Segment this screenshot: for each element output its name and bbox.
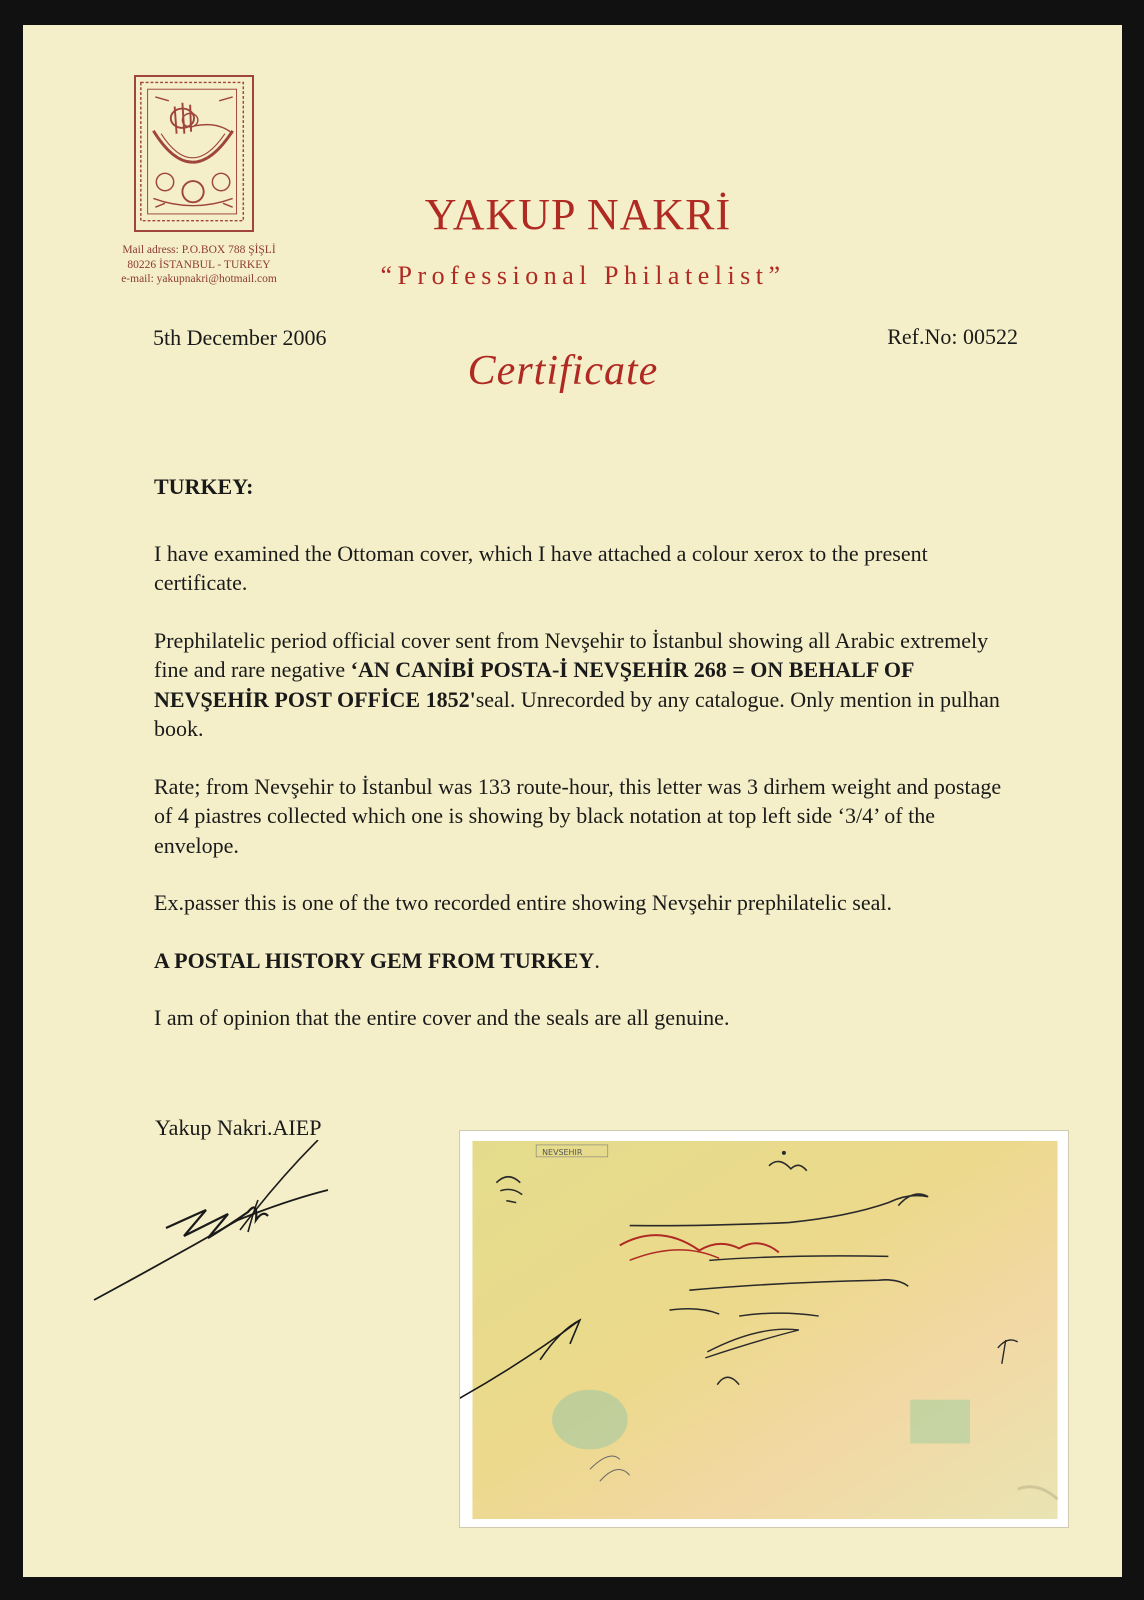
paragraph-opinion: I am of opinion that the entire cover and the seals are all genuine. <box>154 1005 730 1030</box>
country-heading: TURKEY: <box>154 474 254 499</box>
paragraph-rate: Rate; from Nevşehir to İstanbul was 133 route-hour, this letter was 3 dirhem weight and postage of 4 piastres collected which one is showing by black notation at top left side ‘3/4’ of the envelope. <box>154 773 1002 858</box>
handwritten-signature <box>88 1140 358 1330</box>
seal-inscription: ‘AN CANİBİ POSTA-İ NEVŞEHİR 268 = ON BEHALF OF NEVŞEHİR POST OFFİCE 1852' <box>154 657 914 712</box>
description-text: Prephilatelic period official cover sent from Nevşehir to İstanbul showing all Arabic extremely fine and rare negative <box>154 627 989 682</box>
reference-number: Ref.No: 00522 <box>887 324 1018 349</box>
brand-name: YAKUP NAKRİ <box>424 190 732 239</box>
certificate-title: Certificate <box>467 348 659 394</box>
cover-photo <box>459 1130 1069 1528</box>
tughra-emblem-icon <box>136 77 252 230</box>
paragraph-examined: I have examined the Ottoman cover, which I have attached a colour xerox to the present certificate. <box>154 540 928 595</box>
address-email: e-mail: yakupnakri@hotmail.com <box>121 273 277 285</box>
certificate-date: 5th December 2006 <box>153 325 327 350</box>
gem-statement: A POSTAL HISTORY GEM FROM TURKEY <box>154 947 595 973</box>
tughra-logo <box>134 75 254 232</box>
paragraph-gem <box>154 946 1014 976</box>
address-line: 80226 İSTANBUL - TURKEY <box>127 258 271 271</box>
address-line: Mail adress: P.O.BOX 788 ŞİŞLİ <box>122 244 276 256</box>
paragraph-description <box>154 626 1014 744</box>
gem-statement-period: . <box>594 947 600 973</box>
paragraph-provenance: Ex.passer this is one of the two recorded entire showing Nevşehir prephilatelic seal. <box>154 890 892 915</box>
mail-address <box>99 243 299 287</box>
cover-town-label: NEVSEHIR <box>542 1147 583 1157</box>
ottoman-cover-image <box>460 1131 1068 1527</box>
certificate-page <box>23 25 1122 1577</box>
brand-tagline: “Professional Philatelist” <box>380 261 786 290</box>
certificate-body <box>154 472 1014 1033</box>
signatory-name: Yakup Nakri.AIEP <box>155 1115 322 1140</box>
description-text-end: seal. Unrecorded by any catalogue. Only mention in pulhan book. <box>154 686 1000 741</box>
